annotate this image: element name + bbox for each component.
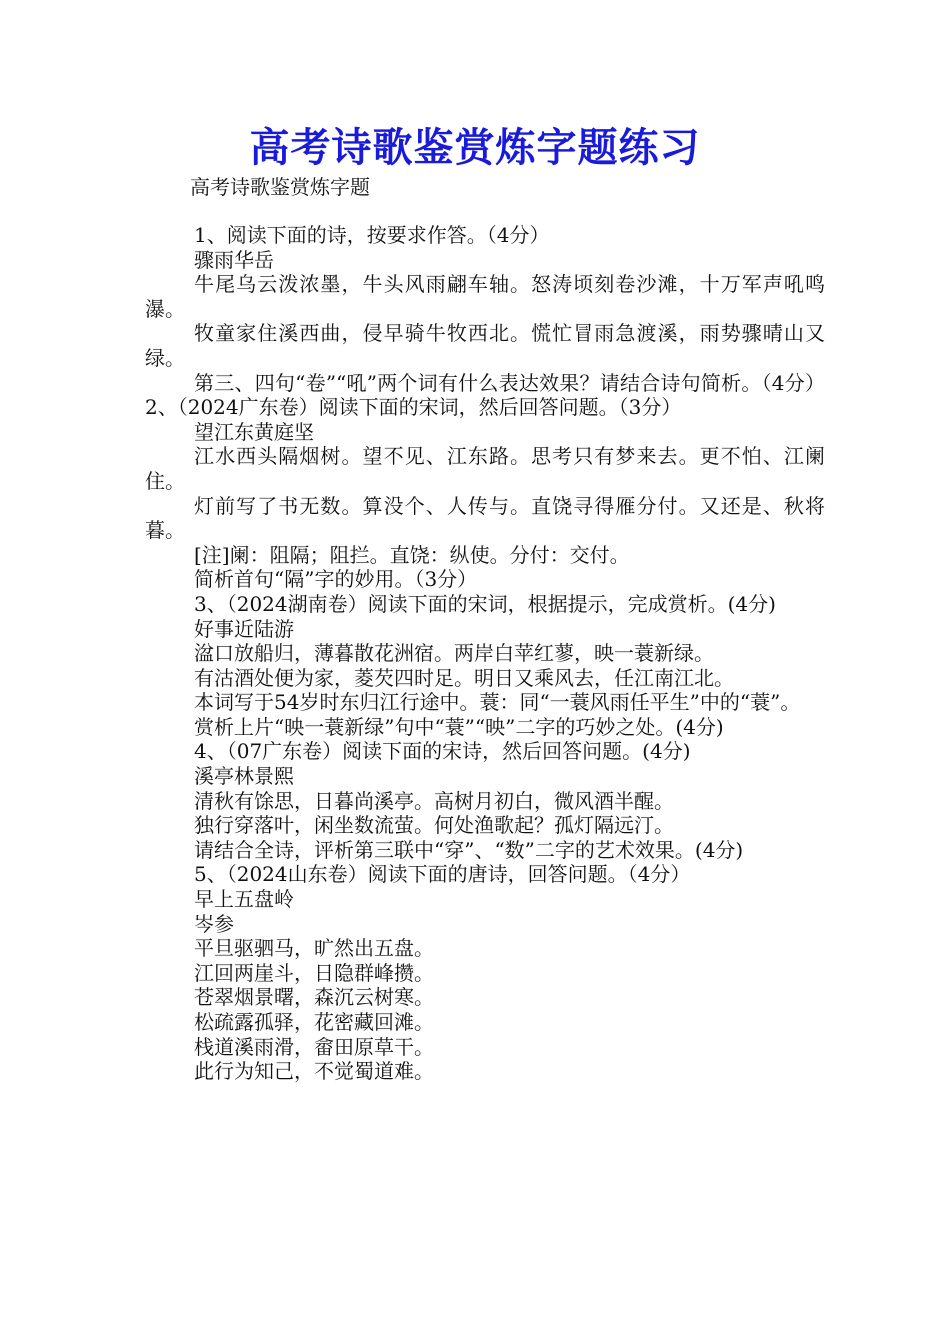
paragraph: 3、（2024湖南卷）阅读下面的宋词，根据提示，完成赏析。(4分) xyxy=(194,591,776,616)
paragraph: 江回两崖斗，日隐群峰攒。 xyxy=(194,960,434,985)
paragraph: 平旦驱驷马，旷然出五盘。 xyxy=(194,936,434,961)
paragraph: 牧童家住溪西曲，侵早骑牛牧西北。慌忙冒雨急渡溪，雨势骤晴山又绿。 xyxy=(145,321,825,370)
paragraph: 栈道溪雨滑，畲田原草干。 xyxy=(194,1034,434,1059)
paragraph: 第三、四句“卷”“吼”两个词有什么表达效果？请结合诗句简析。（4分）2、（2024广东卷）阅读下面的宋词，然后回答问题。（3分） xyxy=(145,370,825,420)
paragraph: [注]阑：阻隔；阻拦。直饶：纵使。分付：交付。 xyxy=(194,542,630,567)
paragraph: 溪亭林景熙 xyxy=(194,764,294,789)
paragraph: 岑参 xyxy=(194,911,234,936)
paragraph: 4、（07广东卷）阅读下面的宋诗，然后回答问题。(4分) xyxy=(194,739,691,764)
paragraph: 1、阅读下面的诗，按要求作答。（4分） xyxy=(194,223,550,247)
paragraph: 简析首句“隔”字的妙用。（3分） xyxy=(194,567,478,592)
paragraph: 5、（2024山东卷）阅读下面的唐诗，回答问题。（4分） xyxy=(194,862,691,887)
document-title: 高考诗歌鉴赏炼字题练习 xyxy=(249,124,701,171)
paragraph: 清秋有馀思，日暮尚溪亭。高树月初白，微风酒半醒。 xyxy=(194,788,674,813)
paragraph: 江水西头隔烟树。望不见、江东路。思考只有梦来去。更不怕、江阑住。 xyxy=(145,444,825,493)
paragraph: 独行穿落叶，闲坐数流萤。何处渔歌起？孤灯隔远汀。 xyxy=(194,813,674,838)
paragraph: 苍翠烟景曙，森沉云树寒。 xyxy=(194,985,434,1010)
paragraph: 灯前写了书无数。算没个、人传与。直饶寻得雁分付。又还是、秋将暮。 xyxy=(145,493,825,543)
paragraph: 湓口放船归，薄暮散花洲宿。两岸白苹红蓼，映一蓑新绿。 xyxy=(194,641,714,666)
paragraph: 赏析上片“映一蓑新绿”句中“蓑”“映”二字的巧妙之处。(4分) xyxy=(194,714,724,739)
paragraph: 骤雨华岳 xyxy=(194,247,274,272)
paragraph: 早上五盘岭 xyxy=(194,887,294,912)
paragraph: 本词写于54岁时东归江行途中。蓑：同“一蓑风雨任平生”中的“蓑”。 xyxy=(194,690,801,715)
paragraph: 此行为知己，不觉蜀道难。 xyxy=(194,1059,434,1084)
paragraph: 有沽酒处便为家，菱芡四时足。明日又乘风去，任江南江北。 xyxy=(194,665,734,690)
document-subtitle: 高考诗歌鉴赏炼字题 xyxy=(190,175,370,199)
paragraph: 牛尾乌云泼浓墨，牛头风雨翩车轴。怒涛顷刻卷沙滩，十万军声吼鸣瀑。 xyxy=(145,272,825,321)
paragraph: 好事近陆游 xyxy=(194,616,294,641)
paragraph: 请结合全诗，评析第三联中“穿”、“数”二字的艺术效果。(4分) xyxy=(194,837,744,862)
paragraph: 松疏露孤驿，花密藏回滩。 xyxy=(194,1010,434,1034)
document-body xyxy=(145,223,825,1084)
paragraph: 望江东黄庭坚 xyxy=(194,419,314,444)
